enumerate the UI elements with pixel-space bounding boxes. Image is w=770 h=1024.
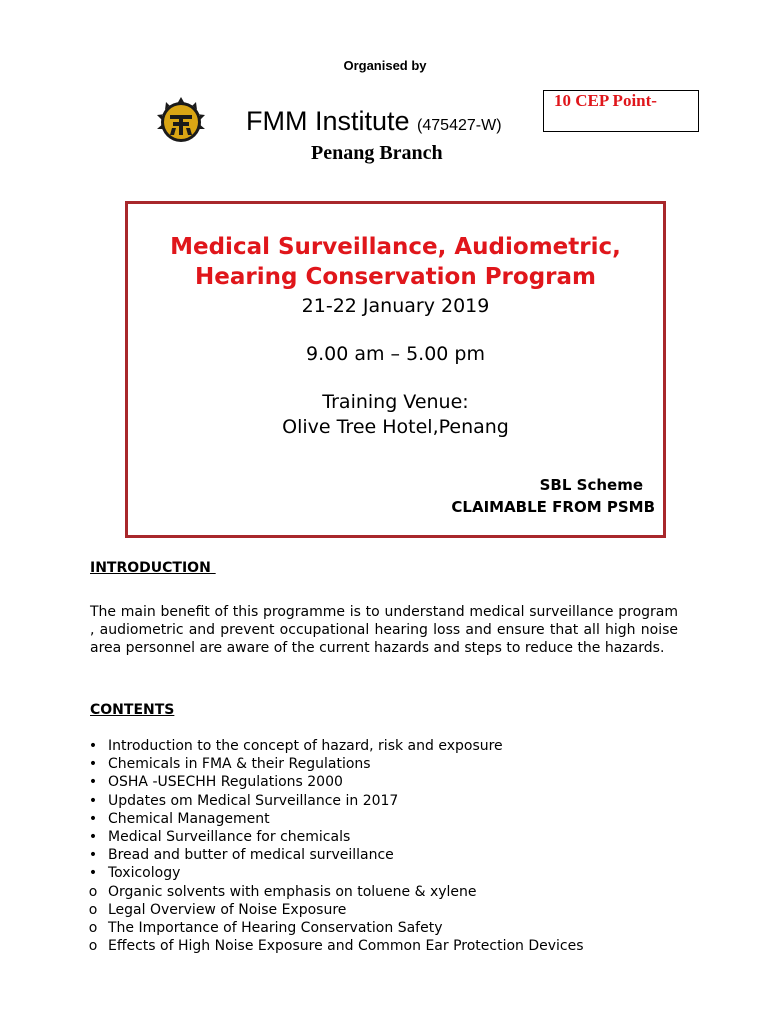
list-item: [84, 901, 584, 919]
event-time: 9.00 am – 5.00 pm: [306, 343, 485, 365]
event-title: [128, 232, 663, 292]
bullet-icon: •: [88, 756, 98, 773]
bullet-icon: •: [88, 792, 98, 809]
bullet-icon: •: [88, 865, 98, 882]
circle-bullet-icon: o: [88, 938, 98, 955]
bullet-icon: •: [88, 828, 98, 845]
list-item: [84, 883, 584, 901]
bullet-icon: •: [88, 847, 98, 864]
list-item-text: Chemical Management: [108, 810, 270, 827]
cep-points-box: [543, 90, 699, 132]
introduction-heading: INTRODUCTION: [90, 560, 216, 576]
list-item: [84, 864, 584, 882]
list-item-text: Organic solvents with emphasis on toluene & xylene: [108, 883, 477, 900]
venue-label: Training Venue:: [322, 391, 469, 413]
fmm-logo-icon: [152, 95, 210, 147]
list-item-text: Effects of High Noise Exposure and Common Ear Protection Devices: [108, 938, 584, 955]
bullet-icon: •: [88, 738, 98, 754]
sbl-scheme: SBL Scheme: [539, 476, 643, 494]
list-item: [84, 773, 584, 791]
list-item: [84, 755, 584, 773]
venue-name: Olive Tree Hotel,Penang: [282, 416, 509, 438]
circle-bullet-icon: o: [88, 901, 98, 918]
list-item: [84, 792, 584, 810]
list-item: [84, 810, 584, 828]
claimable-psmb: CLAIMABLE FROM PSMB: [451, 498, 655, 516]
event-title-line1: Medical Surveillance, Audiometric,: [170, 234, 621, 260]
list-item-text: The Importance of Hearing Conservation Safety: [108, 919, 443, 936]
list-item-text: Chemicals in FMA & their Regulations: [108, 756, 371, 773]
contents-heading: CONTENTS: [90, 702, 175, 718]
list-item-text: Updates om Medical Surveillance in 2017: [108, 792, 399, 809]
list-item: [84, 846, 584, 864]
event-title-line2: Hearing Conservation Program: [195, 264, 596, 290]
list-item-text: Introduction to the concept of hazard, risk and exposure: [108, 738, 503, 754]
contents-list: [84, 737, 584, 955]
cep-points-label: 10 CEP Point-: [554, 91, 657, 110]
list-item: [84, 828, 584, 846]
bullet-icon: •: [88, 810, 98, 827]
event-details-box: [125, 201, 666, 538]
list-item-text: Toxicology: [108, 865, 181, 882]
registration-number: (475427-W): [417, 117, 502, 134]
list-item: [84, 937, 584, 955]
list-item: [84, 919, 584, 937]
event-date: 21-22 January 2019: [301, 295, 490, 317]
list-item-text: Bread and butter of medical surveillance: [108, 847, 394, 864]
list-item-text: OSHA -USECHH Regulations 2000: [108, 774, 343, 791]
bullet-icon: •: [88, 774, 98, 791]
list-item-text: Medical Surveillance for chemicals: [108, 828, 351, 845]
institute-name-text: FMM Institute: [246, 106, 410, 136]
organised-by-label: Organised by: [343, 58, 427, 73]
circle-bullet-icon: o: [88, 919, 98, 936]
circle-bullet-icon: o: [88, 883, 98, 900]
list-item: [84, 737, 584, 755]
institute-name: [246, 106, 502, 137]
branch-name: Penang Branch: [311, 142, 443, 164]
list-item-text: Legal Overview of Noise Exposure: [108, 901, 347, 918]
introduction-text: The main benefit of this programme is to understand medical surveillance program , audiometric and prevent occupational hearing loss and ensure that all high noise area personnel are aware of the current hazards and steps to reduce the hazards.: [90, 604, 678, 656]
